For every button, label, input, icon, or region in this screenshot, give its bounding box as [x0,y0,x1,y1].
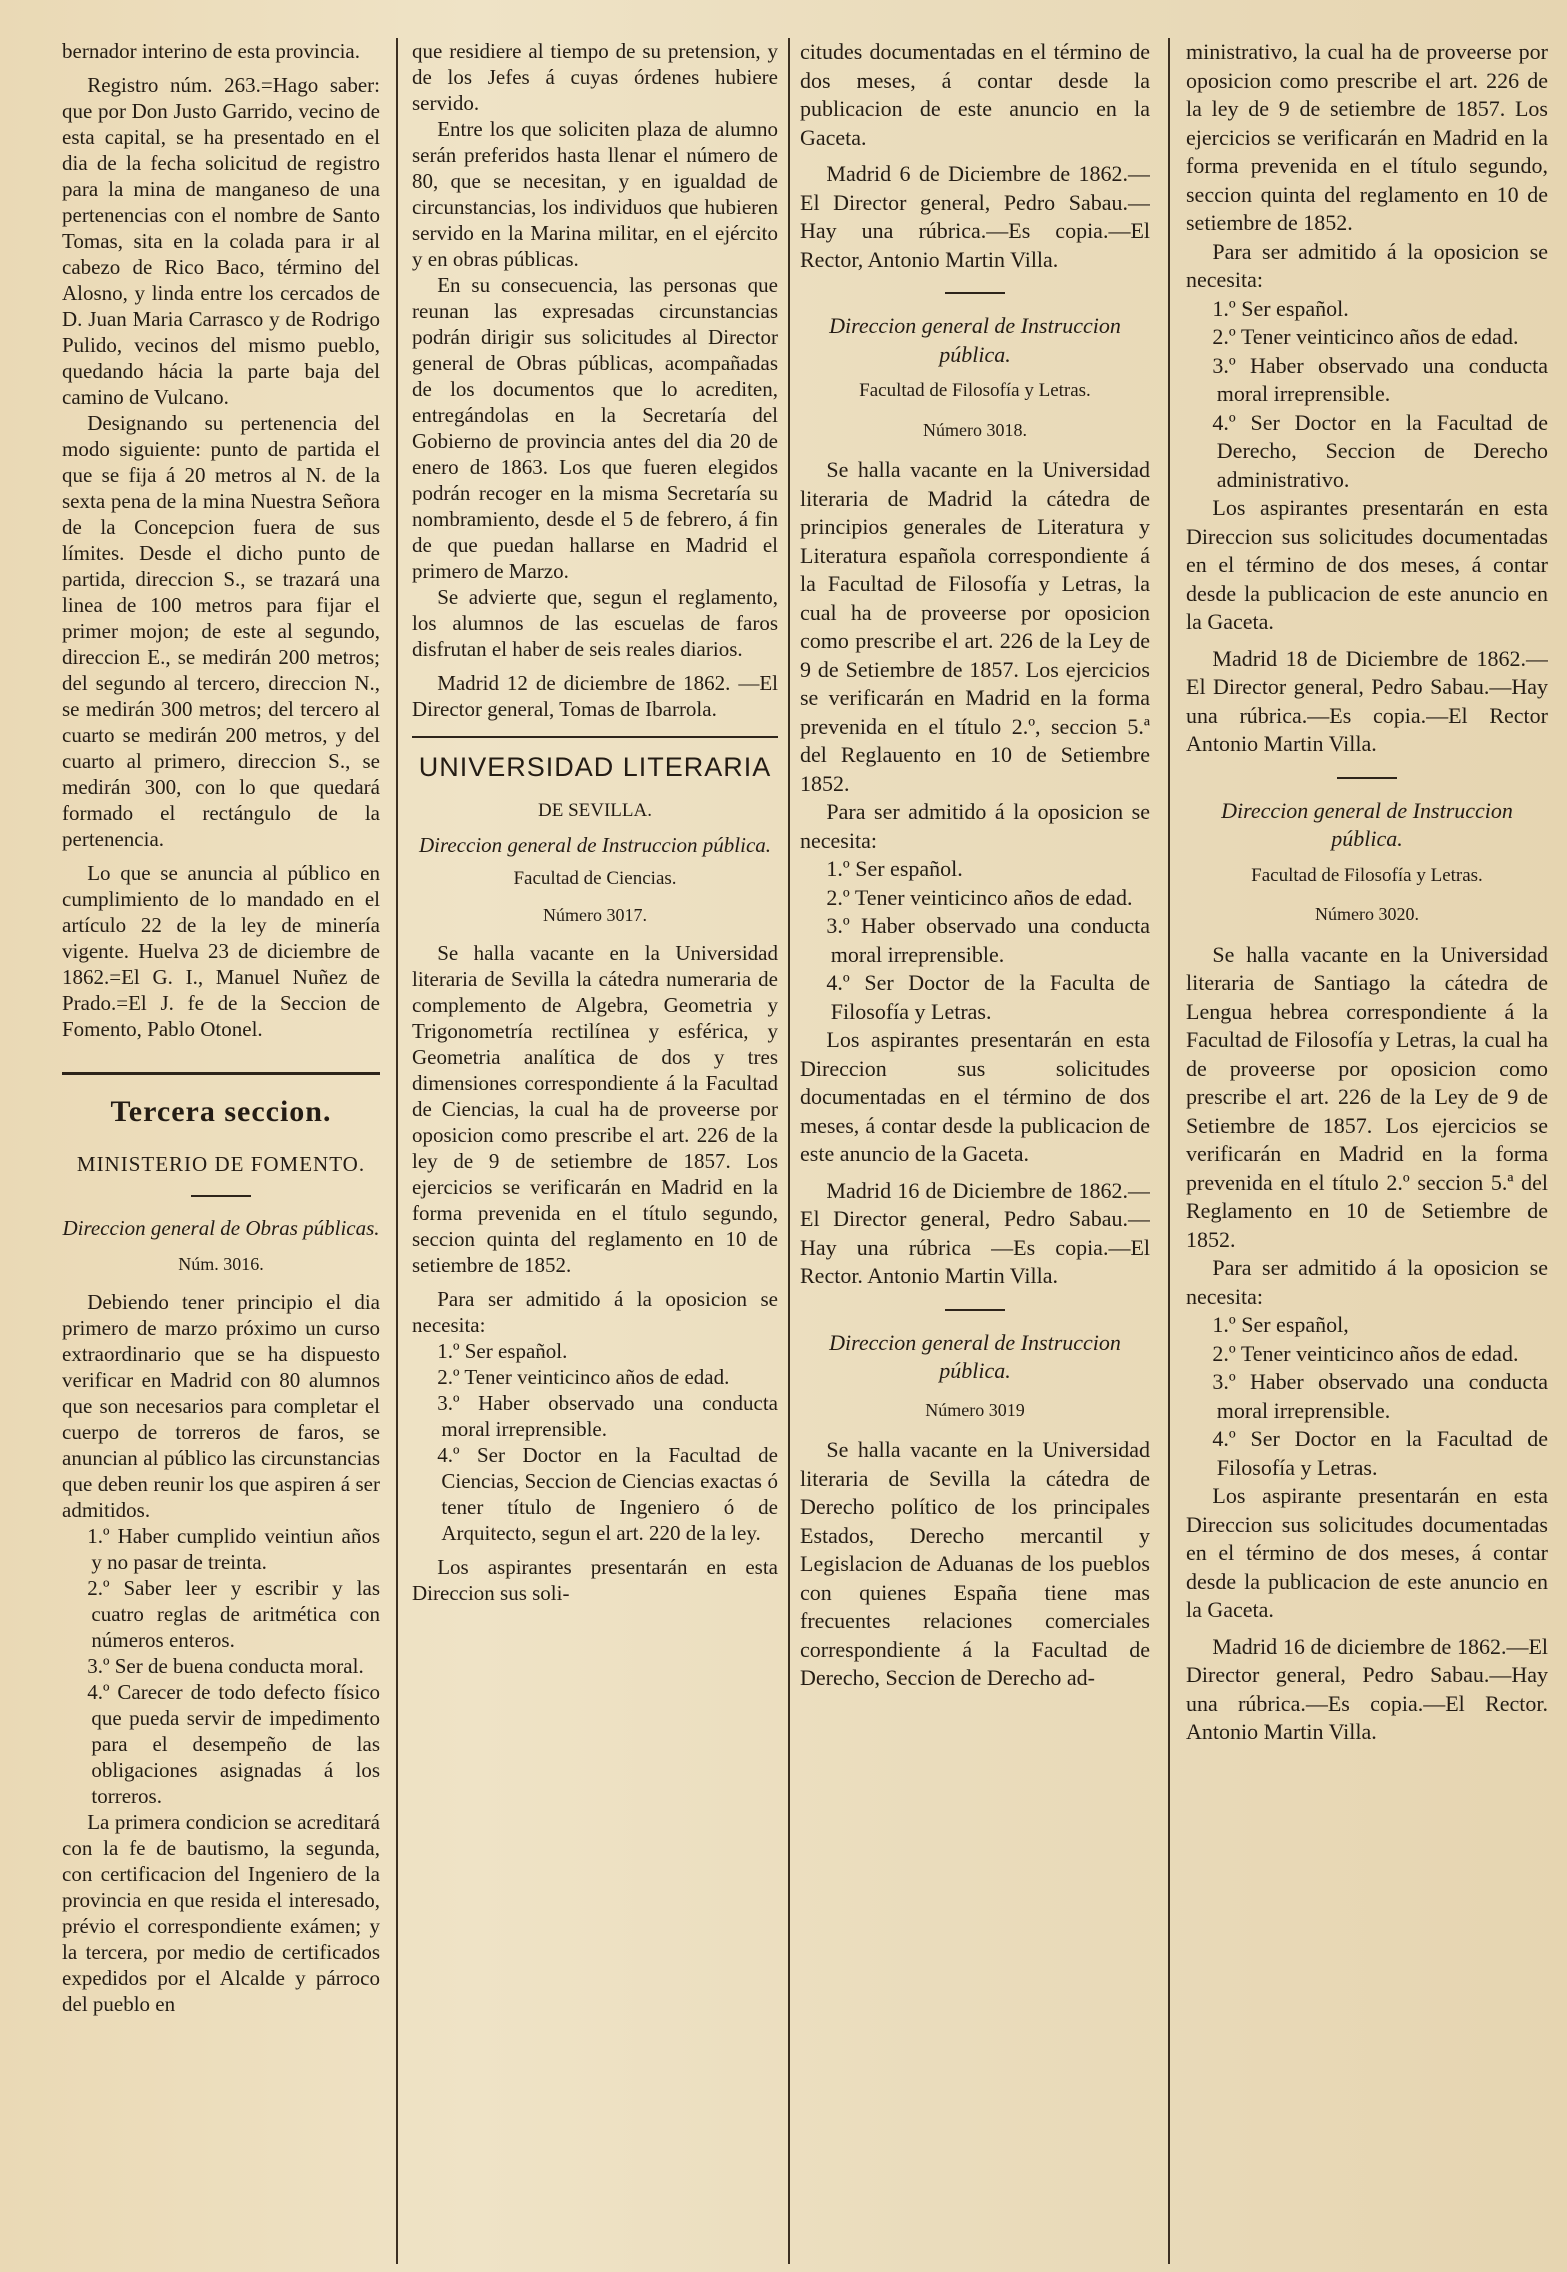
notice-number: Número 3018. [923,419,1027,440]
signature-line: Madrid 16 de Diciembre de 1862.—El Director general, Pedro Sabau.—Hay una rúbrica —Es copia.—El Rector. Antonio Martin Villa. [800,1177,1150,1288]
direction-heading: Direccion general de Instruccion pública. [418,833,772,857]
requirement-item: 2.º Saber leer y escribir y las cuatro reglas de aritmética con números enteros. [87,1576,380,1652]
notice-number: Número 3017. [543,905,647,925]
section-title: Tercera seccion. [110,1095,332,1128]
paragraph: Los aspirantes presentarán en esta Direccion sus soli- [412,1555,778,1605]
university-heading: UNIVERSIDAD LITERARIA [418,752,772,782]
paragraph: Los aspirante presentarán en esta Direccion sus solicitudes documentadas en el término de dos meses, á contar desde la publicacion de este anuncio en la Gaceta. [1186,1483,1548,1622]
paragraph: Los aspirantes presentarán en esta Direccion sus solicitudes documentadas en el término de dos meses, á contar desde la publicacion de este anuncio en la Gaceta. [1186,495,1548,634]
direction-heading: Direccion general de Obras públicas. [62,1216,380,1240]
requirement-item: 3.º Haber observado una conducta moral irreprensible. [826,913,1150,967]
paragraph-vacancy: Se halla vacante en la Universidad literaria de Santiago la cátedra de Lengua hebrea correspondiente á la Facultad de Filosofía y Letras, la cual ha de proveerse por oposicion como prescribe el art. 226 de la Ley de 9 de Setiembre de 1857. Los ejercicios se verificarán en Madrid en la forma prevenida en el título 2.º seccion 5.ª del Reglamento en 10 de Setiembre de 1852. [1186,941,1548,1252]
requirement-item: 4.º Ser Doctor en la Facultad de Filosofía y Letras. [1212,1426,1548,1480]
requirement-item: 1.º Ser español. [826,856,963,881]
paragraph: Entre los que soliciten plaza de alumno serán preferidos hasta llenar el número de 80, que se necesitan, y en igualdad de circunstancias, los individuos que hubieren servido en la Marina militar, en el ejército y en obras públicas. [412,117,778,271]
notice-number: Número 3020. [1315,904,1419,924]
requirement-item: 3.º Ser de buena conducta moral. [87,1654,364,1678]
requirement-item: 4.º Carecer de todo defecto físico que pueda servir de impedimento para el desempeño de las obligaciones asignadas á los torreros. [87,1680,380,1808]
signature-line: Madrid 16 de diciembre de 1862.—El Director general, Pedro Sabau.—Hay una rúbrica.—Es copia.—El Rector. Antonio Martin Villa. [1186,1633,1548,1744]
column-divider [788,38,790,2264]
column-2 [412,38,778,2264]
section-divider [62,1072,380,1075]
faculty-heading: Facultad de Ciencias. [513,868,677,889]
paragraph: Se advierte que, segun el reglamento, los alumnos de las escuelas de faros disfrutan el haber de seis reales diarios. [412,585,778,661]
paragraph: Para ser admitido á la oposicion se necesita: [1186,1255,1548,1309]
signature-line: Madrid 6 de Diciembre de 1862.—El Director general, Pedro Sabau.—Hay una rúbrica.—Es copia.—El Rector, Antonio Martin Villa. [800,161,1150,272]
requirement-item: 2.º Tener veinticinco años de edad. [1212,324,1519,349]
paragraph-vacancy: Se halla vacante en la Universidad literaria de Sevilla la cátedra numeraria de complemento de Algebra, Geometria y Trigonometría rectilínea y esférica, y Geometria analítica de dos y tres dimensiones correspondiente á la Facultad de Ciencias, la cual ha de proveerse por oposicion como prescribe el art. 226 de la ley de 9 de setiembre de 1857. Los ejercicios se verificarán en Madrid en la forma prevenida en el título segundo, seccion quinta del reglamento en 10 de setiembre de 1852. [412,941,778,1277]
requirement-item: 1.º Haber cumplido veintiun años y no pasar de treinta. [87,1524,380,1574]
short-divider [191,1195,251,1197]
column-1 [62,38,380,2264]
short-divider [945,292,1005,294]
short-divider [1337,777,1397,779]
paragraph: Para ser admitido á la oposicion se necesita: [412,1287,778,1337]
section-divider [412,736,778,738]
paragraph: Los aspirantes presentarán en esta Direccion sus solicitudes documentadas en el término de dos meses, á contar desde la publicacion de este anuncio de la Gaceta. [800,1027,1150,1166]
notice-number: Núm. 3016. [178,1254,264,1274]
column-3 [800,38,1150,2264]
paragraph: citudes documentadas en el término de dos meses, á contar desde la publicacion de este anuncio en la Gaceta. [800,39,1150,150]
signature-line: Madrid 18 de Diciembre de 1862.—El Director general, Pedro Sabau.—Hay una rúbrica.—Es copia.—El Rector Antonio Martin Villa. [1186,645,1548,756]
requirement-item: 4.º Ser Doctor en la Facultad de Ciencias, Seccion de Ciencias exactas ó tener título de Ingeniero ó de Arquitecto, segun el art. 220 de la ley. [437,1443,778,1545]
requirement-item: 3.º Haber observado una conducta moral irreprensible. [1212,352,1548,406]
column-divider [396,38,398,2264]
direction-heading: Direccion general de Instruccion pública. [829,313,1121,367]
requirement-item: 4.º Ser Doctor en la Facultad de Derecho, Seccion de Derecho administrativo. [1212,409,1548,492]
faculty-heading: Facultad de Filosofía y Letras. [859,380,1091,401]
paragraph: En su consecuencia, las personas que reunan las expresadas circunstancias podrán dirigir sus solicitudes al Director general de Obras públicas, acompañadas de los documentos que lo acrediten, entregándolas en la Secretaría del Gobierno de provincia antes del dia 20 de enero de 1863. Los que fueren elegidos podrán recoger en la misma Secretaría su nombramiento, desde el 5 de febrero, á fin de que puedan hallarse en Madrid el primero de Marzo. [412,273,778,583]
paragraph-course: Debiendo tener principio el dia primero de marzo próximo un curso extraordinario que se ha dispuesto verificar en Madrid con 80 alumnos que son necesarios para completar el cuerpo de torreros de faros, se anuncian al público las circunstancias que deben reunir los que aspiren á ser admitidos. [62,1290,380,1522]
paragraph: Para ser admitido á la oposicion se necesita: [1186,238,1548,292]
paragraph-mine-boundaries: Designando su pertenencia del modo siguiente: punto de partida el que se fija á 20 metros al N. de la sexta pena de la mina Nuestra Señora de la Concepcion fuera de sus límites. Desde el dicho punto de partida, direccion S., se trazará una linea de 100 metros para fijar el primer mojon; de este al segundo, direccion E., se medirán 200 metros; del segundo al tercero, direccion N., se medirán 300 metros; del tercero al cuarto se medirán 200 metros, y del cuarto al primero, direccion S., se medirán 300, con lo que quedará formado el rectángulo de la pertenencia. [62,411,380,851]
paragraph-conditions: La primera condicion se acreditará con la fe de bautismo, la segunda, con certificacion del Ingeniero de la provincia en que resida el interesado, prévio el correspondiente exámen; y la tercera, por medio de certificados expedidos por el Alcalde y párroco del pueblo en [62,1810,380,2016]
requirement-item: 3.º Haber observado una conducta moral irreprensible. [1212,1369,1548,1423]
notice-number: Número 3019 [925,1399,1025,1420]
requirement-item: 2.º Tener veinticinco años de edad. [437,1365,730,1389]
requirement-item: 2.º Tener veinticinco años de edad. [826,884,1133,910]
paragraph: bernador interino de esta provincia. [62,39,360,63]
requirement-item: 3.º Haber observado una conducta moral irreprensible. [437,1391,778,1441]
paragraph-vacancy: Se halla vacante en la Universidad literaria de Madrid la cátedra de principios generales de Literatura y Literatura española correspondiente á la Facultad de Filosofía y Letras, la cual ha de proveerse por oposicion como prescribe el art. 226 de la Ley de 9 de Setiembre de 1857. Los ejercicios se verificarán en Madrid en la forma prevenida en el título 2.º, seccion 5.ª del Reglauento en 10 de Setiembre 1852. [800,457,1150,796]
requirement-item: 1.º Ser español, [1212,1312,1349,1337]
paragraph-mine-registration: Registro núm. 263.=Hago saber: que por Don Justo Garrido, vecino de esta capital, se ha presentado en el dia de la fecha solicitud de registro para la mina de manganeso de una pertenencias con el nombre de Santo Tomas, sita en la colada para ir al cabezo de Rico Baco, término del Alosno, y linda entre los cercados de D. Juan Maria Carrasco y de Rodrigo Pulido, vecinos del mismo pueblo, quedando hácia la parte baja del camino de Vulcano. [62,73,380,409]
requirement-item: 1.º Ser español. [437,1339,568,1363]
paragraph-vacancy: Se halla vacante en la Universidad literaria de Sevilla la cátedra de Derecho político de los principales Estados, Derecho mercantil y Legislacion de Aduanas de los pueblos con quienes España tiene mas frecuentes relaciones comerciales correspondiente á la Facultad de Derecho, Seccion de Derecho ad- [800,1437,1150,1690]
paragraph: Para ser admitido á la oposicion se necesita: [800,799,1150,853]
direction-heading: Direccion general de Instruccion pública. [1221,797,1513,851]
faculty-heading: Facultad de Filosofía y Letras. [1251,864,1483,886]
paragraph: que residiere al tiempo de su pretension, y de los Jefes á cuyas órdenes hubiere servido. [412,39,778,115]
paragraph-announcement: Lo que se anuncia al público en cumplimiento de lo mandado en el artículo 22 de la ley de minería vigente. Huelva 23 de diciembre de 1862.=El G. I., Manuel Nuñez de Prado.=El J. fe de la Seccion de Fomento, Pablo Otonel. [62,861,380,1041]
ministry-heading: MINISTERIO DE FOMENTO. [76,1152,366,1176]
paragraph: ministrativo, la cual ha de proveerse por oposicion como prescribe el art. 226 de la ley de 9 de setiembre de 1857. Los ejercicios se verificarán en Madrid en la forma prevenida en el título segundo, seccion quinta del reglamento en 10 de setiembre de 1852. [1186,39,1548,235]
direction-heading: Direccion general de Instruccion pública. [829,1329,1121,1383]
university-city: DE SEVILLA. [538,800,652,821]
column-4 [1186,38,1548,2264]
requirement-item: 2.º Tener veinticinco años de edad. [1212,1340,1519,1366]
requirement-item: 1.º Ser español. [1212,295,1349,321]
short-divider [945,1309,1005,1311]
column-divider [1168,38,1170,2264]
requirement-item: 4.º Ser Doctor de la Faculta de Filosofía y Letras. [826,970,1150,1024]
signature-line: Madrid 12 de diciembre de 1862. —El Director general, Tomas de Ibarrola. [412,671,778,721]
